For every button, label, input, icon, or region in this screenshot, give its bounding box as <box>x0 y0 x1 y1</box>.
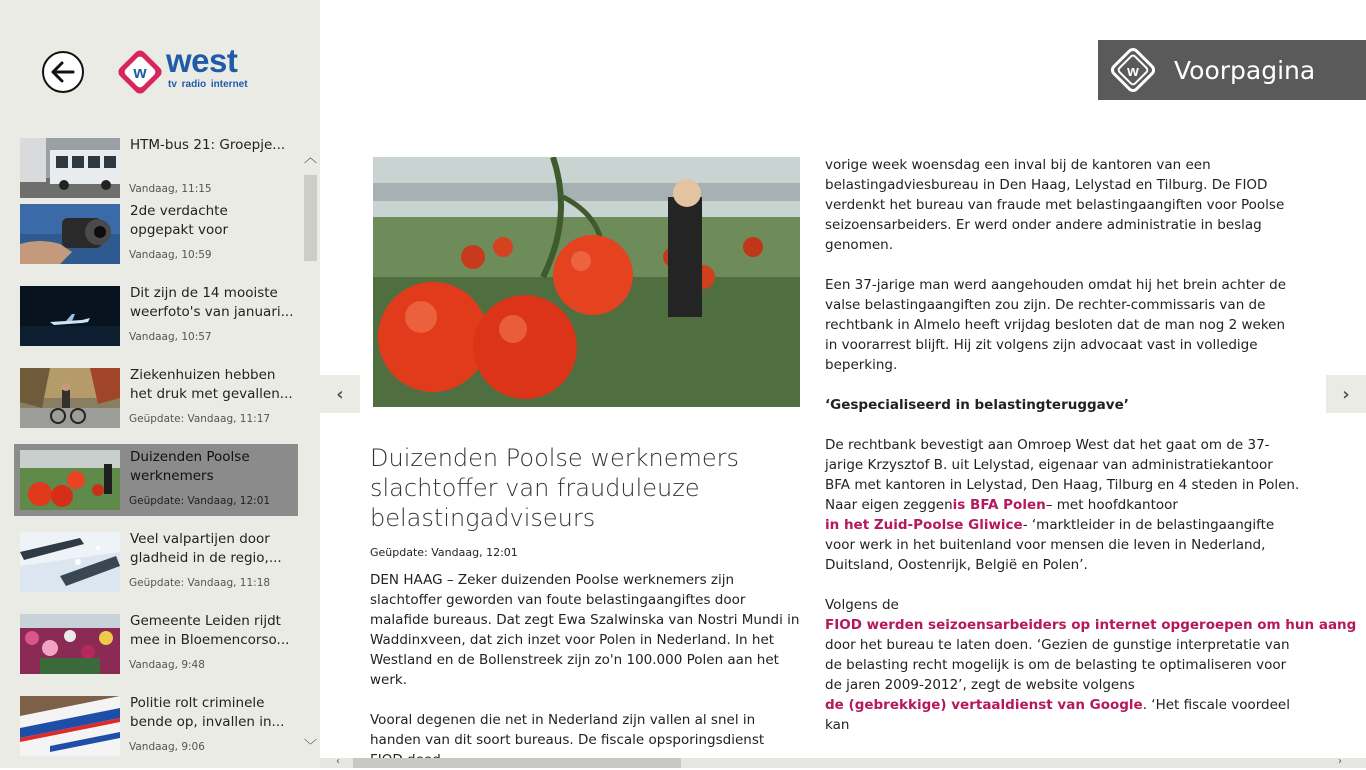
article-subheading: ‘Gespecialiseerd in belastingteruggave’ <box>825 397 1129 413</box>
news-thumbnail <box>20 286 120 346</box>
svg-text:w: w <box>133 63 147 82</box>
news-title: Duizenden Poolse werknemers <box>130 449 250 484</box>
paragraph-text: – met hoofdkantoor <box>1045 497 1178 513</box>
list-item[interactable] <box>14 526 298 598</box>
list-item[interactable] <box>14 280 298 352</box>
bus-image-icon <box>20 138 120 198</box>
article-body-column-3-edge <box>1312 155 1318 715</box>
paragraph-text: Volgens de <box>825 597 899 613</box>
scrollbar-thumb[interactable] <box>304 175 317 261</box>
previous-article-button[interactable] <box>320 375 360 413</box>
news-title: Gemeente Leiden rijdt mee in Bloemencorso... <box>130 613 290 648</box>
news-title: Veel valpartijen door gladheid in de regio,... <box>130 531 282 566</box>
police-car-image-icon <box>20 696 120 756</box>
list-item[interactable] <box>14 690 298 762</box>
paragraph-text: door het bureau te laten doen. ‘Gezien de gunstige interpretatie van de belasting recht mogelijk is om de belasting te optimaliseren voor de jaren 2009-2012’, zegt de website volgens <box>825 637 1290 693</box>
article-paragraph: Een 37-jarige man werd aangehouden omdat hij het brein achter de valse belastingaangiften zou zijn. De rechter-commissaris van de rechtbank in Almelo heeft vrijdag besloten dat de man nog 2 weken in voorarrest blijft. Hij zit volgens zijn advocaat vast in volledige beperking. <box>825 277 1287 373</box>
news-title: Politie rolt criminele bende op, invallen in... <box>130 695 285 730</box>
article-body-column-2 <box>825 155 1357 755</box>
news-time: Vandaag, 9:06 <box>129 741 205 753</box>
news-thumbnail <box>20 532 120 592</box>
logo-subtitle: tv radio internet <box>168 79 248 90</box>
article-paragraph <box>825 595 1357 735</box>
news-thumbnail <box>20 138 120 198</box>
news-time: Vandaag, 10:57 <box>129 331 212 343</box>
news-thumbnail <box>20 614 120 674</box>
article-paragraph: DEN HAAG – Zeker duizenden Poolse werknemers zijn slachtoffer geworden van foute belastingaangiftes door malafide bureaus. Dat zegt Ewa Szalwinska van Nostri Mundi in Waddinxveen, dat zich inzet voor Polen in Nederland. In het Westland en de Bollenstreek zijn zo'n 100.000 Polen aan het werk. <box>370 572 800 688</box>
ice-image-icon <box>20 532 120 592</box>
news-title: HTM-bus 21: Groepje... <box>130 138 286 153</box>
news-time: Geüpdate: Vandaag, 12:01 <box>129 495 271 507</box>
article-image <box>373 157 800 407</box>
article-paragraph: Vooral degenen die net in Nederland zijn vallen al snel in handen van dit soort bureaus. De fiscale opsporingsdienst <box>370 712 765 748</box>
west-logo-icon <box>116 48 164 96</box>
news-thumbnail <box>20 450 120 510</box>
logo-text: west <box>166 42 238 79</box>
gliwice-link[interactable]: in het Zuid-Poolse Gliwice <box>825 517 1023 533</box>
news-title: Ziekenhuizen hebben het druk met gevallen... <box>130 367 293 402</box>
paragraph-text: De rechtbank bevestigt aan Omroep West dat het gaat om de 37-jarige Krzysztof B. uit Lelystad, eigenaar van administratiekantoor BFA met kantoren in Lelystad, Den Haag, Tilburg en 4 steden in Polen. Naar eigen zeggen <box>825 437 1300 513</box>
news-thumbnail <box>20 696 120 756</box>
scroll-right-icon[interactable]: › <box>1338 756 1342 767</box>
news-time: Vandaag, 9:48 <box>129 659 205 671</box>
cyclists-image-icon <box>20 368 120 428</box>
section-badge[interactable] <box>1098 40 1366 100</box>
svg-text:w: w <box>1127 63 1139 80</box>
scroll-left-icon[interactable]: ‹ <box>336 756 340 767</box>
tomatoes-image-icon <box>20 450 120 510</box>
article-paragraph <box>825 435 1300 575</box>
news-title: Dit zijn de 14 mooiste weerfoto's van januari... <box>130 285 294 320</box>
gun-image-icon <box>20 204 120 264</box>
next-article-button[interactable] <box>1326 375 1366 413</box>
news-time: Geüpdate: Vandaag, 11:17 <box>129 413 271 425</box>
news-time: Vandaag, 10:59 <box>129 249 212 261</box>
scroll-down-icon[interactable]: ﹀ <box>303 739 317 754</box>
horizontal-scrollbar[interactable] <box>320 758 1366 768</box>
airplane-image-icon <box>20 286 120 346</box>
news-thumbnail <box>20 204 120 264</box>
news-title: 2de verdachte opgepakt voor <box>130 203 229 238</box>
list-item[interactable] <box>14 138 298 204</box>
chevron-left-icon: ‹ <box>336 383 344 405</box>
list-item[interactable] <box>14 198 298 270</box>
list-item[interactable] <box>14 608 298 680</box>
arrow-left-icon <box>51 61 75 83</box>
paragraph-text: . ‘Het fiscale voordeel kan <box>825 697 1290 733</box>
news-time: Vandaag, 11:15 <box>129 183 212 195</box>
bfa-polen-link[interactable]: is BFA Polen <box>952 497 1046 513</box>
sidebar <box>0 0 320 768</box>
horizontal-scrollbar-thumb[interactable] <box>353 758 681 768</box>
news-list <box>0 138 300 768</box>
list-scrollbar[interactable] <box>301 138 320 768</box>
scroll-up-icon[interactable]: ︿ <box>303 151 317 166</box>
google-translate-link[interactable]: de (gebrekkige) vertaaldienst van Google <box>825 697 1143 713</box>
fiod-link[interactable]: FIOD werden seizoensarbeiders op internet opgeroepen om hun aang <box>825 617 1357 633</box>
list-item-selected[interactable] <box>14 444 298 516</box>
list-item[interactable] <box>14 362 298 434</box>
article-title: Duizenden Poolse werknemers slachtoffer van frauduleuze belastingadviseurs <box>370 444 739 532</box>
west-badge-icon <box>1108 45 1158 95</box>
news-time: Geüpdate: Vandaag, 11:18 <box>129 577 271 589</box>
article-body-column-1 <box>370 570 800 770</box>
back-button[interactable] <box>42 51 84 93</box>
article-paragraph: vorige week woensdag een inval bij de kantoren van een belastingadviesbureau in Den Haag, Lelystad en Tilburg. De FIOD verdenkt het bureau van fraude met belastingaangiften voor Poolse seizoensarbeiders. Er werd onder andere administratie in beslag genomen. <box>825 157 1285 253</box>
news-thumbnail <box>20 368 120 428</box>
section-label: Voorpagina <box>1174 55 1316 85</box>
article-timestamp: Geüpdate: Vandaag, 12:01 <box>370 546 518 559</box>
chevron-right-icon: › <box>1342 383 1350 405</box>
tomatoes-photo-icon <box>373 157 800 407</box>
flowers-image-icon <box>20 614 120 674</box>
paragraph-text: - ‘marktleider in de belastingaangifte voor werk in het buitenland voor mensen die leven in Nederland, Duitsland, Oostenrijk, België en Polen’. <box>825 517 1275 573</box>
west-logo <box>116 42 266 96</box>
